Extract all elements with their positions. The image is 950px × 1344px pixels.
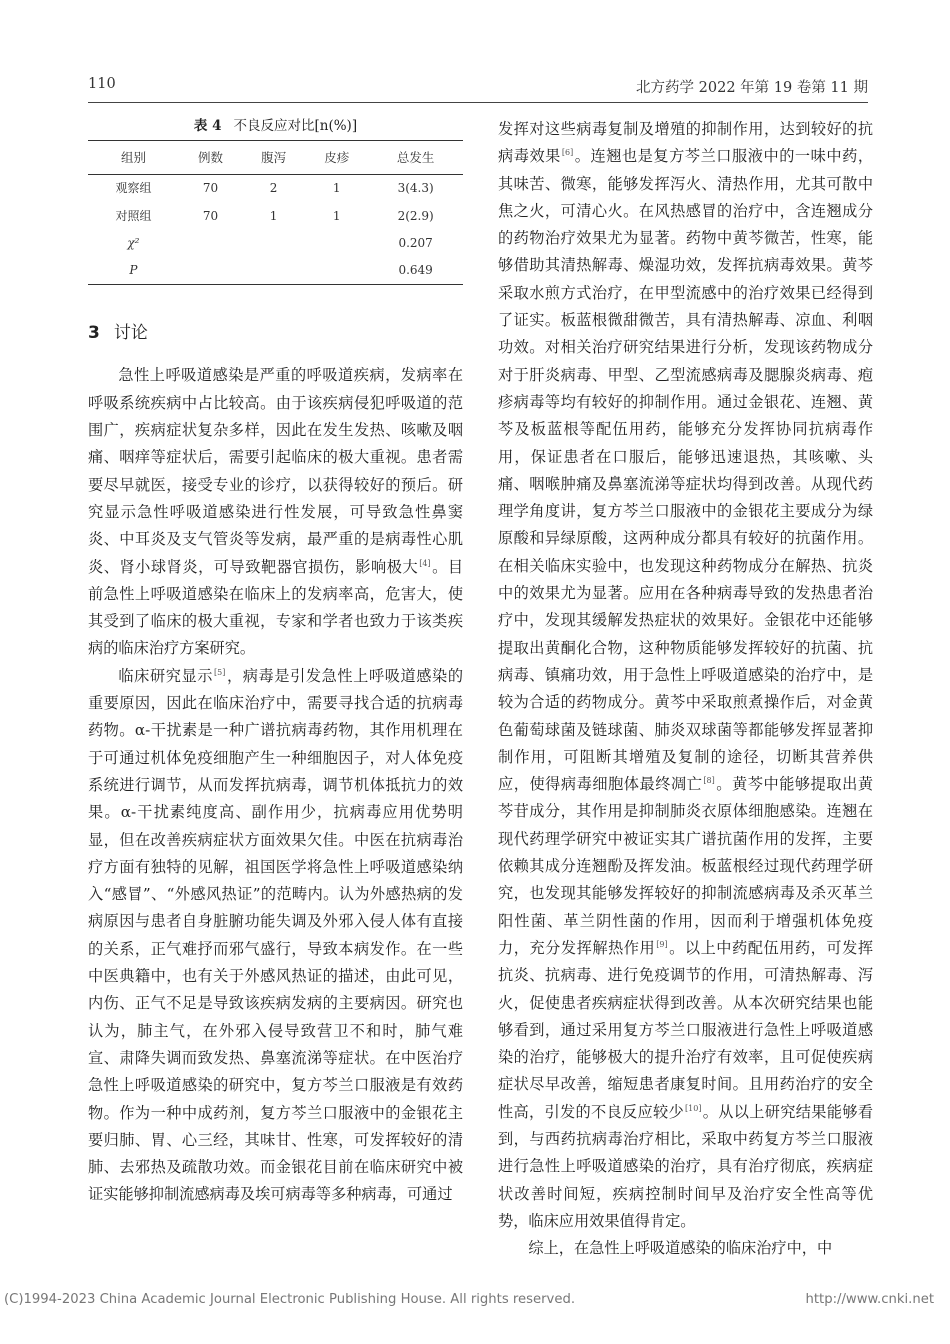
right-column: [498, 116, 873, 1262]
section-heading: [88, 319, 463, 347]
page-header: [88, 76, 868, 100]
table-cell: 1: [269, 208, 278, 223]
paragraph-text: ，病毒是引发急性上呼吸道感染的重要原因，因此在临床治疗中，需要寻找合适的抗病毒药物。α-干扰素是一种广谱抗病毒药物，其作用机理在于可通过机体免疫细胞产生一种细胞因子，对人体免疫系统进行调节，从而发挥抗病毒，调节机体抵抗力的效果。α-干扰素纯度高、副作用少，抗病毒应用优势明显，但在改善疾病症状方面效果欠佳。中医在抗病毒治疗方面有独特的见解，祖国医学将急性上呼吸道感染纳入“感冒”、“外感风热证”的范畴内。认为外感热病的发病原因与患者自身脏腑功能失调及外邪入侵人体有直接的关系，正气难抒而邪气盛行，导致本病发作。在一些中医典籍中，也有关于外感风热证的描述，由此可见，内伤、正气不足是导致该疾病发病的主要病因。研究也认为，肺主气，在外邪入侵导致营卫不和时，肺气难宣、肃降失调而致发热、鼻塞流涕等症状。在中医治疗急性上呼吸道感染的研究中，复方芩兰口服液是有效药物。作为一种中成药剂，复方芩兰口服液中的金银花主要归肺、胃、心三经，其味甘、性寒，可发挥较好的清肺、去邪热及疏散功效。而金银花目前在临床研究中被证实能够抑制流感病毒及埃可病毒等多种病毒，可通过: [88, 666, 464, 1204]
table-cell: [242, 230, 305, 257]
paragraph-text: 发挥对这些病毒复制及增殖的抑制作用，达到较好的抗病毒效果: [498, 120, 873, 166]
paragraph: [498, 1235, 873, 1262]
table-cell: P: [88, 257, 179, 285]
paragraph-text: 急性上呼吸道感染是严重的呼吸道疾病，发病率在呼吸系统疾病中占比较高。由于该疾病侵犯呼吸道的范围广，疾病症状复杂多样，因此在发生发热、咳嗽及咽痛、咽痒等症状后，需要引起临床的极大重视。患者需要尽早就医，接受专业的诊疗，以获得较好的预后。研究显示急性呼吸道感染进行性发展，可导致急性鼻窦炎、中耳炎及支气管炎等发病，最严重的是病毒性心肌炎、肾小球肾炎，可导致靶器官损伤，影响极大: [88, 366, 463, 576]
citation: [8]: [703, 776, 715, 786]
cnki-url: http://www.cnki.net: [805, 1292, 934, 1307]
table-cell: 1: [332, 208, 341, 223]
adverse-reaction-table: [88, 140, 463, 285]
table-cell: 70: [202, 208, 219, 223]
paragraph-text: 综上，在急性上呼吸道感染的临床治疗中，中: [528, 1239, 833, 1258]
table-header-cell: 皮疹: [305, 141, 368, 175]
page-footer: [0, 1292, 950, 1322]
paragraph-text: 。以上中药配伍用药，可发挥抗炎、抗病毒、进行免疫调节的作用，可清热解毒、泻火，促使患者疾病症状得到改善。从本次研究结果也能够看到，通过采用复方芩兰口服液进行急性上呼吸道感染的治疗，能够极大的提升治疗有效率，且可促使疾病症状尽早改善，缩短患者康复时间。且用药治疗的安全性高，引发的不良反应较少: [498, 938, 874, 1121]
table-row: [88, 230, 463, 257]
table-cell: 70: [202, 181, 219, 196]
citation: [5]: [214, 667, 226, 677]
copyright-notice: (C)1994-2023 China Academic Journal Electronic Publishing House. All rights reserved.: [4, 1292, 576, 1307]
table-caption: [88, 116, 463, 136]
table-cell: 0.649: [368, 257, 463, 285]
table-row: [88, 175, 463, 203]
paragraph-continued: [498, 116, 873, 1235]
header-rule: [88, 102, 868, 103]
table-cell: [179, 230, 242, 257]
table-number: 表 4: [193, 118, 222, 134]
table-header-cell: 总发生: [368, 141, 463, 175]
table-cell: 对照组: [115, 208, 152, 223]
paragraph-text: 。在相关临床实验中，也发现这种药物成分在解热、抗炎中的效果尤为显著。应用在各种病毒导致的发热患者治疗中，发现其缓解发热症状的效果好。金银花中还能够提取出黄酮化合物，这种物质能够发挥较好的抗菌、抗病毒、镇痛功效，用于急性上呼吸道感染的治疗中，是较为合适的药物成分。黄芩中采取煎煮操作后，对金黄色葡萄球菌及链球菌、肺炎双球菌等都能够发挥显著抑制作用，可阻断其增殖及复制的途径，切断其营养供应，使得病毒细胞体最终凋亡: [498, 529, 873, 794]
page-number: 110: [88, 76, 116, 92]
section-title: 讨论: [113, 323, 148, 344]
table-cell: [242, 257, 305, 285]
table-header-cell: 组别: [88, 141, 179, 175]
paragraph-text: 。连翘也是复方芩兰口服液中的一味中药，其味苦、微寒，能够发挥泻火、清热作用，尤其可散中焦之火，可清心火。在风热感冒的治疗中，含连翘成分的药物治疗效果尤为显著。药物中黄芩微苦，性寒，能够借助其清热解毒、燥湿功效，发挥抗病毒效果。黄芩采取水煎方式治疗，在甲型流感中的治疗效果已经得到了证实。板蓝根微甜微苦，具有清热解毒、凉血、利咽功效。对相关治疗研究结果进行分析，发现该药物成分对于肝炎病毒、甲型、乙型流感病毒及腮腺炎病毒、疱疹病毒等均有较好的抑制作用。通过金银花、连翘、黄芩及板蓝根等配伍用药，能够充分发挥协同抗病毒作用，保证患者在口服后，能够迅速退热，其咳嗽、头痛、咽喉肿痛及鼻塞流涕等症状均得到改善。从现代药理学角度讲，复方芩兰口服液中的金银花主要成分为绿原酸和异绿原酸，这两种成分都具有较好的抗菌作用: [498, 147, 874, 548]
table-header-cell: 腹泻: [242, 141, 305, 175]
table-cell: 2(2.9): [397, 208, 434, 223]
citation: [10]: [685, 1103, 702, 1113]
paragraph: [88, 663, 463, 1209]
paragraph-text: 。黄芩中能够提取出黄芩苷成分，其作用是抑制肺炎衣原体细胞感染。连翘在现代药理学研究中被证实其广谱抗菌作用的发挥，主要依赖其成分连翘酚及挥发油。板蓝根经过现代药理学研究，也发现其能够发挥较好的抑制流感病毒及杀灭革兰阳性菌、革兰阴性菌的作用，因而利于增强机体免疫力，充分发挥解热作用: [498, 775, 874, 957]
citation: [9]: [656, 939, 668, 949]
table-cell: 0.207: [398, 235, 433, 250]
paragraph-text: 。目前急性上呼吸道感染在临床上的发病率高，危害大，使其受到了临床的极大重视，专家和学者也致力于该类疾病的临床治疗方案研究。: [88, 557, 464, 658]
section-number: 3: [88, 323, 100, 344]
journal-title: 北方药学 2022 年第 19 卷第 11 期: [636, 80, 868, 96]
table-header-cell: 例数: [179, 141, 242, 175]
table-cell: χ²: [127, 235, 140, 250]
table-cell: [305, 230, 368, 257]
table-header-row: [88, 141, 463, 175]
table-cell: [179, 257, 242, 285]
table-row: [88, 203, 463, 230]
table-cell: 2: [269, 181, 278, 196]
citation: [6]: [561, 148, 574, 158]
table-caption-text: 不良反应对比[n(%)]: [233, 118, 358, 134]
paragraph-text: 。从以上研究结果能够看到，与西药抗病毒治疗相比，采取中药复方芩兰口服液进行急性上呼吸道感染的治疗，具有治疗彻底，疾病症状改善时间短，疾病控制时间早及治疗安全性高等优势，临床应用效果值得肯定。: [498, 1102, 874, 1230]
left-column: [88, 116, 463, 1209]
table-cell: 1: [332, 181, 341, 196]
citation: [4]: [419, 558, 431, 568]
table-cell: [305, 257, 368, 285]
table-row: [88, 257, 463, 285]
paragraph-text: 临床研究显示: [118, 666, 214, 685]
table-cell: 观察组: [115, 181, 152, 196]
paragraph: [88, 362, 463, 662]
table-cell: 3(4.3): [397, 181, 434, 196]
